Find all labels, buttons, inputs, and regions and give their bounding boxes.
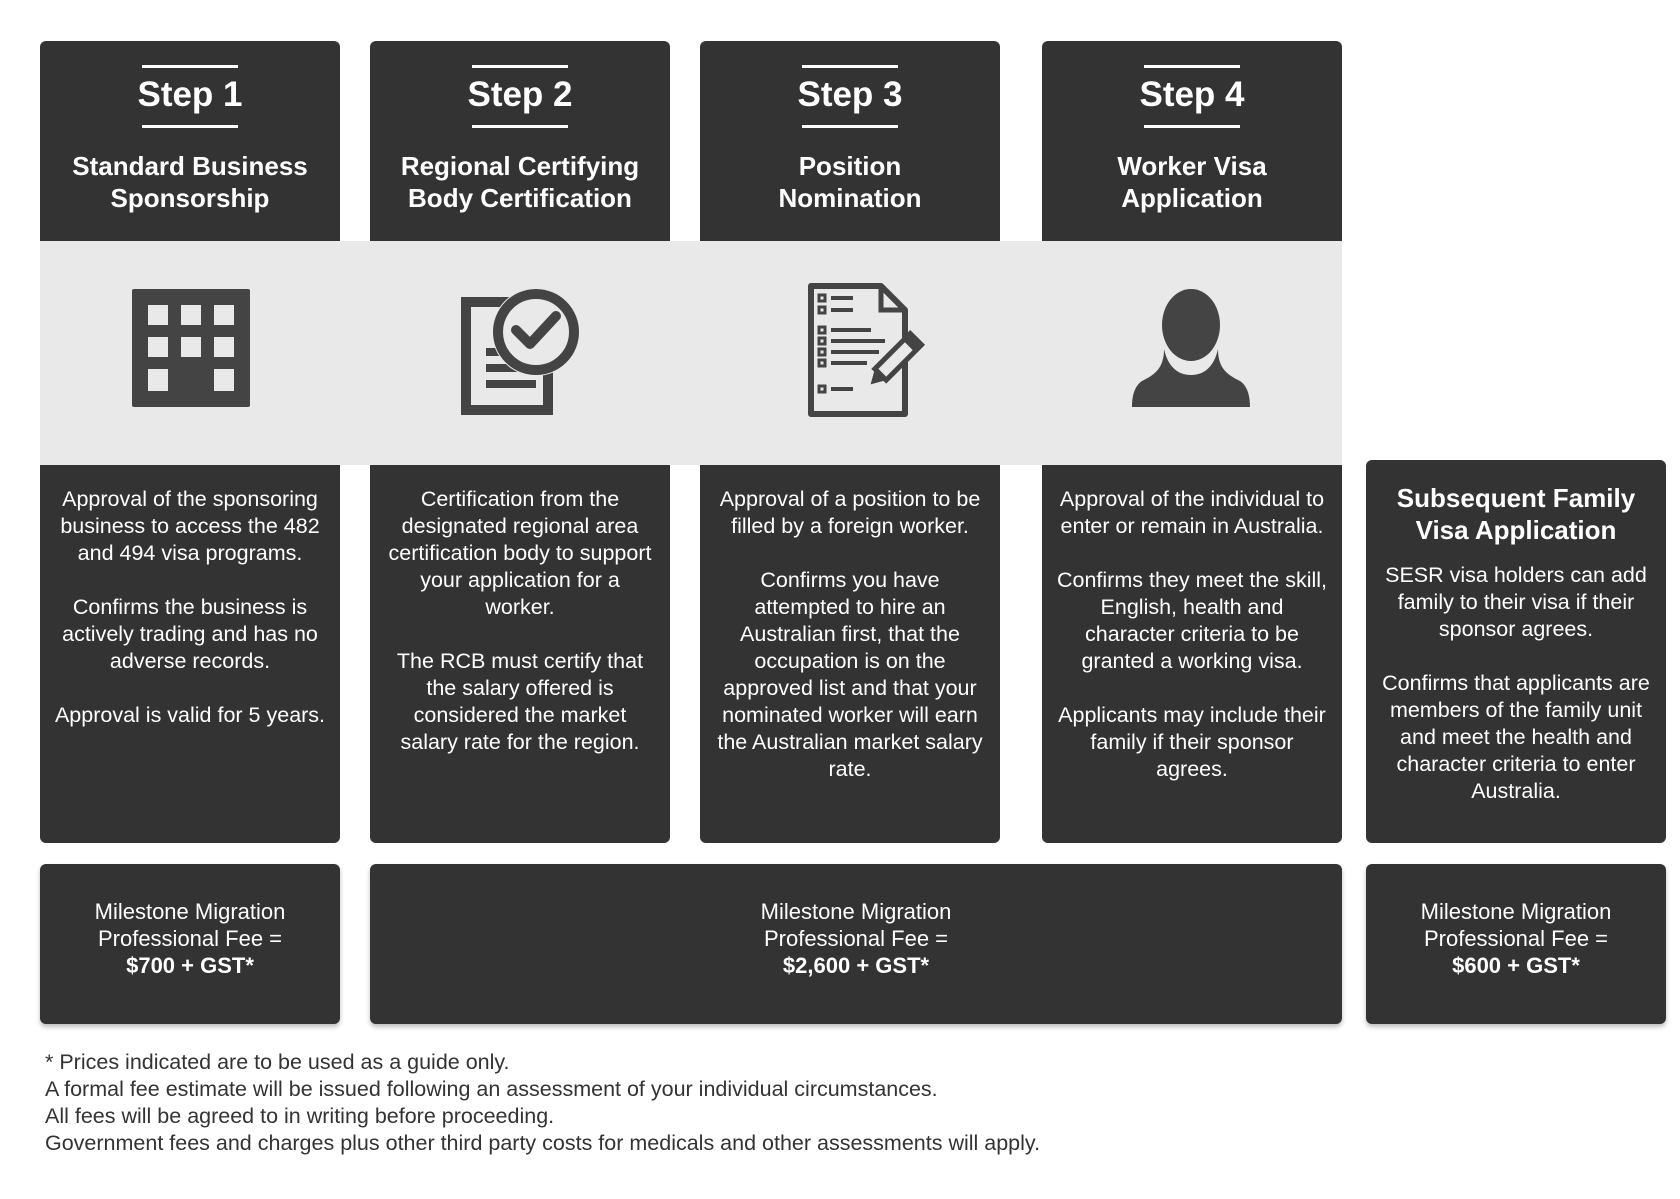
fee-line: Professional Fee = [1423,926,1609,951]
description-paragraph: Approval of the individual to enter or remain in Australia. [1059,487,1325,538]
step-title-line: Standard Business [72,151,308,181]
fee-amount: $600 + GST* [1452,953,1580,978]
footnotes [45,1049,1040,1157]
fee-amount: $2,600 + GST* [782,953,930,978]
divider [472,125,568,128]
description-paragraph: Approval of the sponsoring business to access the 482 and 494 visa programs. [60,487,320,565]
fee-line: Milestone Migration [1420,899,1612,924]
footnote-line: Government fees and charges plus other third party costs for medicals and other assessments will apply. [45,1131,1041,1155]
step-label: Step 1 [137,75,243,114]
step-2-description [370,465,670,843]
step-4-description [1042,465,1342,843]
step-title-line: Application [1121,183,1263,213]
step-title [700,150,1000,214]
fee-line: Milestone Migration [94,899,286,924]
description-paragraph: Confirms you have attempted to hire an Australian first, that the occupation is on the approved list and that your nominated worker will earn the Australian market salary rate. [717,568,983,781]
fee-line: Milestone Migration [760,899,952,924]
description-paragraph: Confirms the business is actively trading and has no adverse records. [62,595,318,673]
fee-card-step-1 [40,864,340,1024]
description-paragraph: The RCB must certify that the salary offered is considered the market salary rate for the region. [396,649,644,754]
checklist-pencil-icon [805,280,925,420]
family-title-line: Subsequent Family [1396,483,1636,513]
description-paragraph: Approval is valid for 5 years. [54,703,326,727]
step-title [370,150,670,214]
step-3-header [700,41,1000,241]
step-title-line: Nomination [778,183,922,213]
description-paragraph: Applicants may include their family if their sponsor agrees. [1058,703,1326,781]
fee-amount: $700 + GST* [126,953,254,978]
step-title [40,150,340,214]
footnote-line: All fees will be agreed to in writing before proceeding. [45,1104,555,1128]
step-label: Step 3 [797,75,903,114]
step-label: Step 4 [1139,75,1245,114]
step-3-description [700,465,1000,843]
fee-card-family [1366,864,1666,1024]
fee-card-steps-2-4 [370,864,1342,1024]
step-title-line: Sponsorship [110,183,270,213]
step-1-header [40,41,340,241]
certificate-check-icon [460,282,588,416]
description-paragraph: Certification from the designated regional area certification body to support your application for a worker. [388,487,652,619]
step-label: Step 2 [467,75,573,114]
step-2-header [370,41,670,241]
fee-line: Professional Fee = [763,926,949,951]
step-1-description [40,465,340,843]
description-paragraph: Confirms that applicants are members of the family unit and meet the health and character criteria to enter Australia. [1382,671,1650,803]
step-title [1042,150,1342,214]
divider [142,125,238,128]
step-title-line: Position [798,151,902,181]
divider [802,125,898,128]
family-title [1380,482,1652,546]
footnote-line: * Prices indicated are to be used as a guide only. [45,1050,510,1074]
building-icon [128,285,254,411]
description-paragraph: Confirms they meet the skill, English, health and character criteria to be granted a working visa. [1056,568,1328,673]
description-paragraph: Approval of a position to be filled by a foreign worker. [719,487,981,538]
family-title-line: Visa Application [1415,515,1617,545]
person-icon [1128,285,1254,411]
fee-line: Professional Fee = [97,926,283,951]
step-title-line: Regional Certifying [400,151,640,181]
description-paragraph: SESR visa holders can add family to their visa if their sponsor agrees. [1385,563,1647,641]
footnote-line: A formal fee estimate will be issued following an assessment of your individual circumstances. [45,1077,938,1101]
family-visa-card [1366,460,1666,843]
divider [1144,125,1240,128]
step-title-line: Worker Visa [1117,151,1267,181]
step-4-header [1042,41,1342,241]
step-title-line: Body Certification [408,183,632,213]
